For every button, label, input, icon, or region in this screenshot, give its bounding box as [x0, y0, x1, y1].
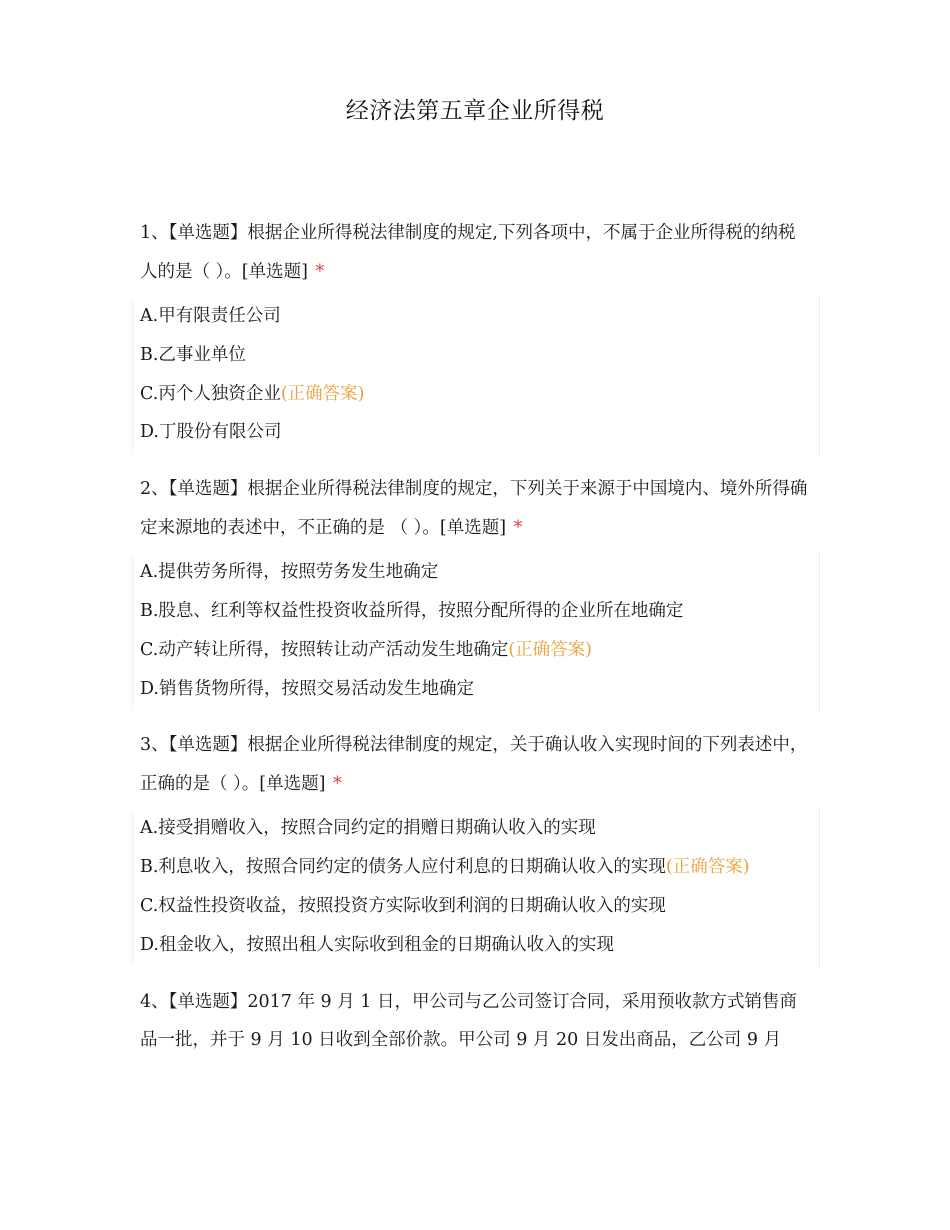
- correct-answer-mark: (正确答案): [665, 857, 750, 878]
- question-text: 3、【单选题】根据企业所得税法律制度的规定，关于确认收入实现时间的下列表述中，正确的是（ ）。[单选题]: [140, 735, 808, 794]
- option-a: [140, 809, 819, 848]
- required-mark: *: [513, 517, 523, 538]
- question-3-options: [134, 807, 820, 968]
- option-text: C.动产转让所得，按照转让动产活动发生地确定: [140, 639, 509, 660]
- question-list: [140, 214, 820, 1060]
- question-3-text: [140, 726, 820, 803]
- option-text: B.乙事业单位: [140, 344, 246, 365]
- question-1-text: [140, 214, 820, 291]
- option-c: [140, 375, 819, 414]
- option-a: [140, 553, 819, 592]
- option-d: [140, 926, 819, 965]
- correct-answer-mark: (正确答案): [508, 639, 592, 660]
- option-text: B.股息、红利等权益性投资收益所得，按照分配所得的企业所在地确定: [140, 600, 684, 621]
- option-text: A.甲有限责任公司: [140, 306, 281, 326]
- option-a: [140, 297, 819, 336]
- option-d: [140, 670, 819, 709]
- option-text: C.权益性投资收益，按照投资方实际收到利润的日期确认收入的实现: [140, 895, 666, 916]
- question-2: [140, 470, 820, 712]
- option-c: [140, 631, 819, 670]
- question-4-text: [140, 983, 820, 1060]
- option-d: [140, 413, 819, 452]
- required-mark: *: [333, 773, 342, 794]
- question-2-options: [134, 551, 820, 712]
- option-text: D.租金收入，按照出租人实际收到租金的日期确认收入的实现: [140, 934, 614, 955]
- option-b: [140, 848, 819, 887]
- option-b: [140, 592, 819, 631]
- option-c: [140, 887, 819, 926]
- question-text: 2、【单选题】根据企业所得税法律制度的规定，下列关于来源于中国境内、境外所得确定来源地的表述中，不正确的是 （ ）。[单选题]: [140, 479, 808, 538]
- required-mark: *: [315, 261, 325, 282]
- question-text: 4、【单选题】2017 年 9 月 1 日，甲公司与乙公司签订合同，采用预收款方式销售商品一批，并于 9 月 10 日收到全部价款。甲公司 9 月 20 日发出商品，乙公司 9 月: [140, 991, 797, 1051]
- option-text: B.利息收入，按照合同约定的债务人应付利息的日期确认收入的实现: [140, 857, 666, 878]
- question-1: [140, 214, 820, 456]
- option-text: D.丁股份有限公司: [140, 422, 282, 443]
- question-2-text: [140, 470, 820, 547]
- question-text: 1、【单选题】根据企业所得税法律制度的规定,下列各项中，不属于企业所得税的纳税人的是（ ）。[单选题]: [140, 223, 796, 282]
- document-title: 经济法第五章企业所得税: [345, 98, 605, 124]
- question-1-options: [134, 295, 820, 456]
- question-4: [140, 983, 820, 1060]
- option-text: A.接受捐赠收入，按照合同约定的捐赠日期确认收入的实现: [140, 818, 596, 839]
- option-text: D.销售货物所得，按照交易活动发生地确定: [140, 678, 474, 699]
- option-text: A.提供劳务所得，按照劳务发生地确定: [140, 562, 439, 583]
- question-3: [140, 726, 820, 968]
- option-text: C.丙个人独资企业: [140, 383, 281, 404]
- option-b: [140, 336, 819, 375]
- correct-answer-mark: (正确答案): [280, 383, 365, 404]
